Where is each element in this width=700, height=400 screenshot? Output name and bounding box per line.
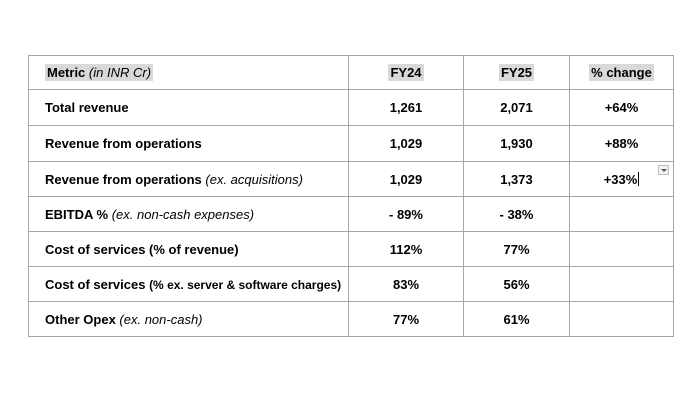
dropdown-arrow-icon[interactable]: [658, 165, 669, 175]
metric-note: (ex. acquisitions): [205, 171, 303, 187]
table-row: [29, 162, 674, 197]
metric-cell[interactable]: [29, 90, 349, 126]
table-row: [29, 267, 674, 302]
header-row: [29, 56, 674, 90]
change-value: +64%: [604, 100, 639, 115]
fy24-cell[interactable]: [349, 90, 464, 126]
fy25-value: 56%: [503, 276, 530, 292]
header-change-cell[interactable]: [570, 56, 674, 90]
table-row: [29, 232, 674, 267]
fy24-cell[interactable]: [349, 162, 464, 197]
metric-cell[interactable]: [29, 197, 349, 232]
fy24-value: 1,261: [389, 100, 423, 115]
fy24-value: 1,029: [389, 171, 423, 187]
fy24-cell[interactable]: [349, 126, 464, 162]
fy24-value: 77%: [392, 311, 420, 327]
change-cell[interactable]: [570, 197, 674, 232]
change-cell[interactable]: [570, 126, 674, 162]
fy25-value: 77%: [503, 241, 530, 257]
fy24-cell[interactable]: [349, 267, 464, 302]
metric-label: Revenue from operations: [45, 136, 202, 151]
change-value: +33%: [603, 171, 638, 187]
table-row: [29, 90, 674, 126]
metric-cell[interactable]: [29, 267, 349, 302]
fy24-cell[interactable]: [349, 302, 464, 337]
table-row: [29, 126, 674, 162]
fy25-cell[interactable]: [464, 90, 570, 126]
change-cell[interactable]: [570, 267, 674, 302]
metric-label: Revenue from operations: [45, 171, 202, 187]
fy24-cell[interactable]: [349, 232, 464, 267]
fy24-value: 112%: [389, 241, 423, 257]
metric-cell[interactable]: [29, 232, 349, 267]
fy25-value: 1,930: [500, 136, 533, 151]
header-change: % change: [591, 65, 652, 80]
header-fy24-cell[interactable]: [349, 56, 464, 90]
header-metric-label: Metric: [47, 65, 86, 80]
metric-label: Total revenue: [45, 100, 129, 115]
change-cell[interactable]: [570, 90, 674, 126]
metric-label: EBITDA %: [45, 206, 109, 222]
header-fy25: FY25: [500, 65, 533, 80]
change-cell[interactable]: [570, 232, 674, 267]
metric-label: Other Opex: [45, 311, 116, 327]
header-metric-unit: (in INR Cr): [88, 65, 152, 80]
metric-note: (% ex. server & software charges): [149, 277, 342, 292]
fy25-cell[interactable]: [464, 267, 570, 302]
header-fy24: FY24: [390, 65, 422, 80]
table-row: [29, 197, 674, 232]
fy25-value: 1,373: [500, 171, 533, 187]
text-cursor: [638, 172, 639, 186]
fy25-cell[interactable]: [464, 302, 570, 337]
fy25-cell[interactable]: [464, 126, 570, 162]
fy25-value: 2,071: [500, 100, 533, 115]
header-fy25-cell[interactable]: [464, 56, 570, 90]
metric-cell[interactable]: [29, 302, 349, 337]
fy24-cell[interactable]: [349, 197, 464, 232]
table-row: [29, 302, 674, 337]
metric-label: Cost of services (% of revenue): [45, 241, 239, 257]
change-value: +88%: [604, 136, 639, 151]
metric-cell[interactable]: [29, 162, 349, 197]
change-cell[interactable]: [570, 302, 674, 337]
fy24-value: 1,029: [389, 136, 423, 151]
metric-label: Cost of services: [45, 276, 146, 292]
change-cell-active[interactable]: [570, 162, 674, 197]
fy24-value: 83%: [392, 276, 420, 292]
fy25-value: 61%: [503, 311, 530, 327]
metric-note: (ex. non-cash): [119, 311, 203, 327]
metric-cell[interactable]: [29, 126, 349, 162]
fy24-value: - 89%: [389, 206, 423, 222]
metrics-table: [28, 55, 674, 337]
fy25-value: - 38%: [499, 206, 534, 222]
fy25-cell[interactable]: [464, 232, 570, 267]
fy25-cell[interactable]: [464, 197, 570, 232]
metric-note: (ex. non-cash expenses): [111, 206, 255, 222]
header-metric-cell[interactable]: [29, 56, 349, 90]
fy25-cell[interactable]: [464, 162, 570, 197]
